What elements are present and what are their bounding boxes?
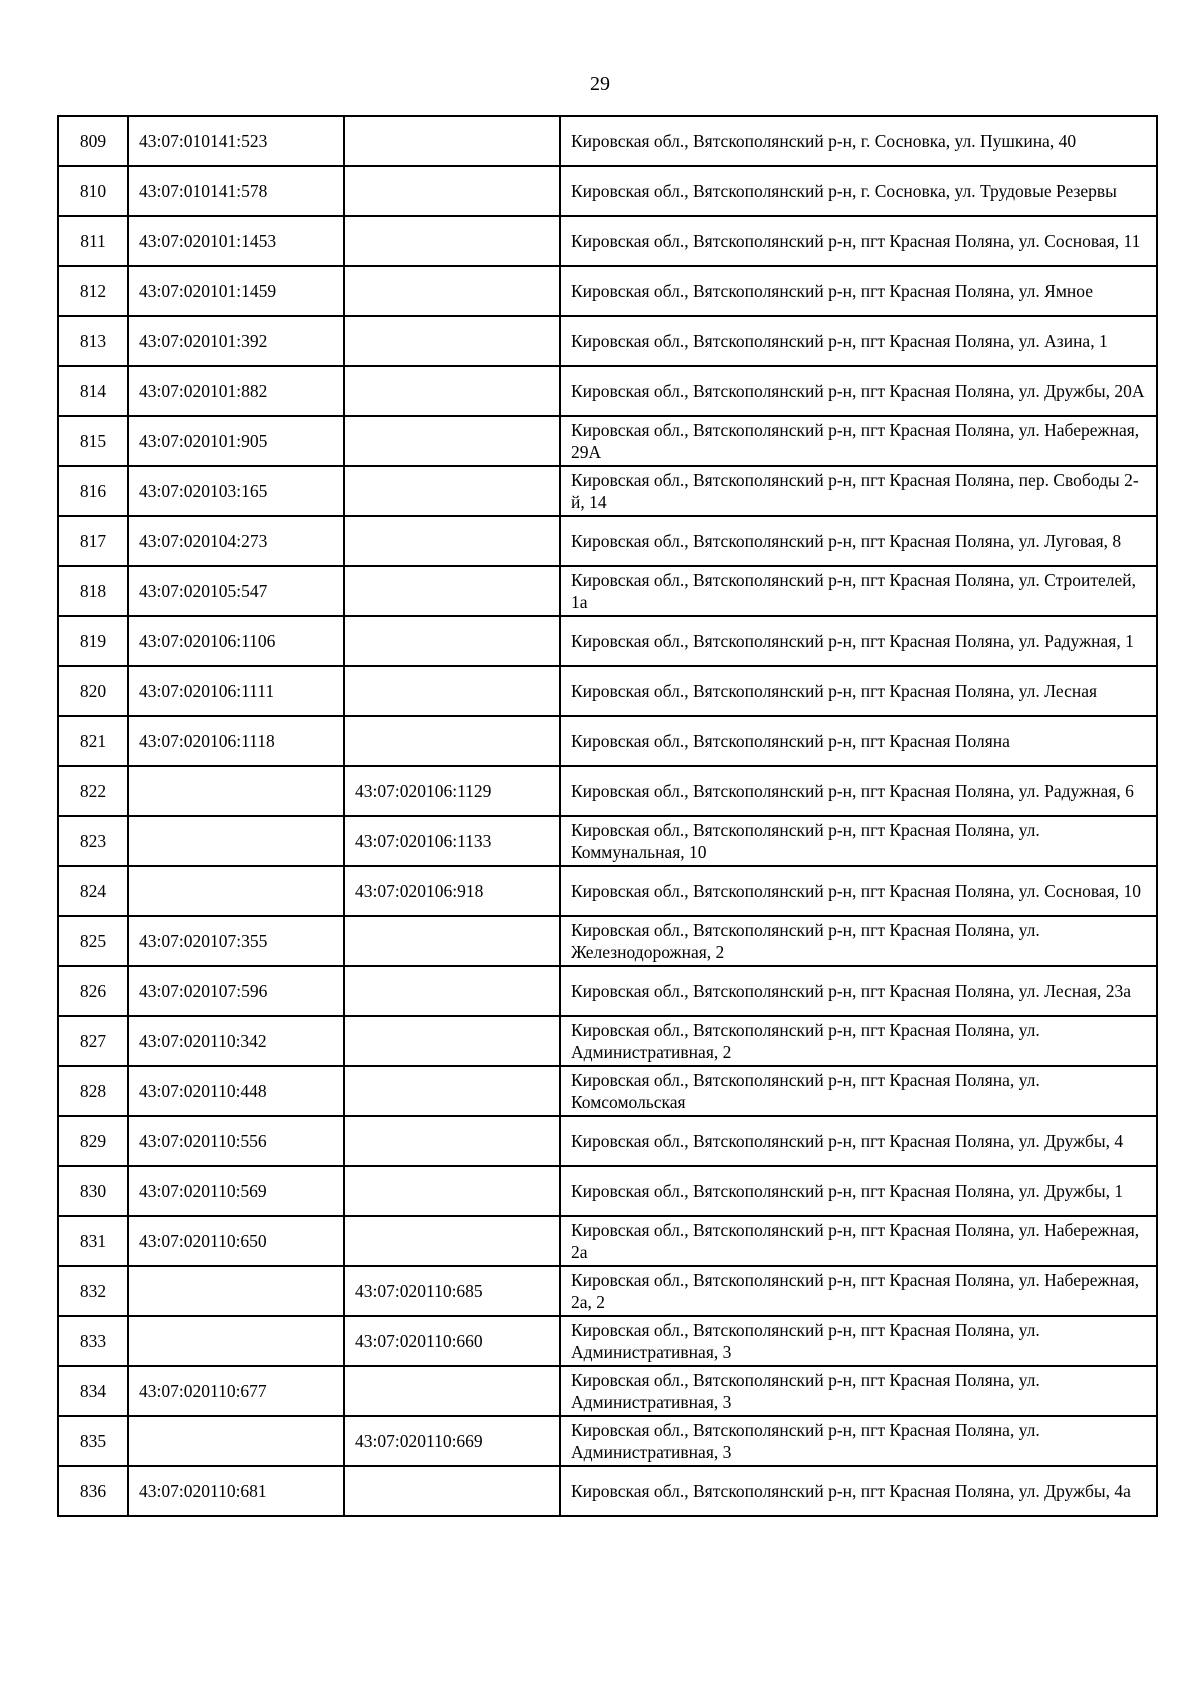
row-number: 836 [58,1466,128,1516]
cadastral-number-cell: 43:07:020107:596 [128,966,344,1016]
row-number: 822 [58,766,128,816]
table-row [58,566,1157,616]
address-cell: Кировская обл., Вятскополянский р-н, пгт Красная Поляна, ул. Сосновая, 11 [560,216,1157,266]
row-number: 813 [58,316,128,366]
address-cell: Кировская обл., Вятскополянский р-н, пгт Красная Поляна, ул. Железнодорожная, 2 [560,916,1157,966]
related-cadastral-number-cell: 43:07:020106:918 [344,866,560,916]
row-number: 820 [58,666,128,716]
cadastral-number-cell: 43:07:020110:448 [128,1066,344,1116]
cadastral-number-cell: 43:07:020101:1453 [128,216,344,266]
related-cadastral-number-cell: 43:07:020110:660 [344,1316,560,1366]
row-number: 809 [58,116,128,166]
related-cadastral-number-cell [344,716,560,766]
row-number: 832 [58,1266,128,1316]
cadastral-number-cell: 43:07:020104:273 [128,516,344,566]
row-number: 818 [58,566,128,616]
table-row [58,1116,1157,1166]
cadastral-number-cell: 43:07:020101:882 [128,366,344,416]
related-cadastral-number-cell [344,966,560,1016]
cadastral-number-cell [128,1316,344,1366]
row-number: 812 [58,266,128,316]
related-cadastral-number-cell [344,1016,560,1066]
cadastral-number-cell [128,866,344,916]
row-number: 824 [58,866,128,916]
address-cell: Кировская обл., Вятскополянский р-н, пгт Красная Поляна, ул. Административная, 3 [560,1316,1157,1366]
related-cadastral-number-cell [344,666,560,716]
cadastral-number-cell [128,1416,344,1466]
table-row [58,1416,1157,1466]
cadastral-number-cell: 43:07:020101:392 [128,316,344,366]
related-cadastral-number-cell: 43:07:020110:685 [344,1266,560,1316]
table-row [58,266,1157,316]
cadastral-number-cell: 43:07:020106:1106 [128,616,344,666]
row-number: 819 [58,616,128,666]
cadastral-number-cell: 43:07:020106:1111 [128,666,344,716]
address-cell: Кировская обл., Вятскополянский р-н, пгт Красная Поляна, ул. Набережная, 2а [560,1216,1157,1266]
related-cadastral-number-cell [344,1066,560,1116]
row-number: 835 [58,1416,128,1466]
cadastral-number-cell: 43:07:020103:165 [128,466,344,516]
related-cadastral-number-cell [344,916,560,966]
address-cell: Кировская обл., Вятскополянский р-н, г. Сосновка, ул. Пушкина, 40 [560,116,1157,166]
table-row [58,1466,1157,1516]
related-cadastral-number-cell [344,516,560,566]
address-cell: Кировская обл., Вятскополянский р-н, пгт Красная Поляна, ул. Административная, 3 [560,1366,1157,1416]
cadastral-number-cell: 43:07:020110:556 [128,1116,344,1166]
row-number: 828 [58,1066,128,1116]
address-cell: Кировская обл., Вятскополянский р-н, пгт Красная Поляна, ул. Радужная, 1 [560,616,1157,666]
address-cell: Кировская обл., Вятскополянский р-н, пгт Красная Поляна, ул. Набережная, 2а, 2 [560,1266,1157,1316]
address-cell: Кировская обл., Вятскополянский р-н, пгт Красная Поляна, ул. Лесная [560,666,1157,716]
address-cell: Кировская обл., Вятскополянский р-н, пгт Красная Поляна, ул. Административная, 3 [560,1416,1157,1466]
row-number: 830 [58,1166,128,1216]
address-cell: Кировская обл., Вятскополянский р-н, пгт Красная Поляна, ул. Дружбы, 4а [560,1466,1157,1516]
related-cadastral-number-cell [344,266,560,316]
cadastral-number-cell: 43:07:020110:342 [128,1016,344,1066]
table-row [58,1016,1157,1066]
row-number: 811 [58,216,128,266]
page-number: 29 [590,73,610,95]
related-cadastral-number-cell: 43:07:020106:1129 [344,766,560,816]
table-row [58,1216,1157,1266]
table-row [58,116,1157,166]
table-row [58,1366,1157,1416]
cadastral-number-cell: 43:07:010141:578 [128,166,344,216]
related-cadastral-number-cell [344,1166,560,1216]
table-row [58,766,1157,816]
address-cell: Кировская обл., Вятскополянский р-н, пгт Красная Поляна [560,716,1157,766]
related-cadastral-number-cell [344,616,560,666]
cadastral-number-cell: 43:07:020106:1118 [128,716,344,766]
table-row [58,866,1157,916]
table-row [58,1166,1157,1216]
table-row [58,966,1157,1016]
address-cell: Кировская обл., Вятскополянский р-н, пгт Красная Поляна, ул. Дружбы, 20А [560,366,1157,416]
cadastral-number-cell [128,766,344,816]
address-cell: Кировская обл., Вятскополянский р-н, пгт Красная Поляна, пер. Свободы 2-й, 14 [560,466,1157,516]
row-number: 825 [58,916,128,966]
address-cell: Кировская обл., Вятскополянский р-н, пгт Красная Поляна, ул. Коммунальная, 10 [560,816,1157,866]
cadastral-number-cell: 43:07:020101:1459 [128,266,344,316]
table-row [58,666,1157,716]
related-cadastral-number-cell: 43:07:020110:669 [344,1416,560,1466]
address-cell: Кировская обл., Вятскополянский р-н, пгт Красная Поляна, ул. Ямное [560,266,1157,316]
cadastral-number-cell: 43:07:020110:650 [128,1216,344,1266]
address-cell: Кировская обл., Вятскополянский р-н, пгт Красная Поляна, ул. Азина, 1 [560,316,1157,366]
address-cell: Кировская обл., Вятскополянский р-н, г. Сосновка, ул. Трудовые Резервы [560,166,1157,216]
table-row [58,516,1157,566]
cadastral-number-cell: 43:07:020105:547 [128,566,344,616]
table-row [58,616,1157,666]
address-cell: Кировская обл., Вятскополянский р-н, пгт Красная Поляна, ул. Административная, 2 [560,1016,1157,1066]
related-cadastral-number-cell [344,1466,560,1516]
table-row [58,1316,1157,1366]
related-cadastral-number-cell [344,566,560,616]
row-number: 816 [58,466,128,516]
table-row [58,366,1157,416]
row-number: 834 [58,1366,128,1416]
row-number: 831 [58,1216,128,1266]
row-number: 826 [58,966,128,1016]
address-cell: Кировская обл., Вятскополянский р-н, пгт Красная Поляна, ул. Дружбы, 4 [560,1116,1157,1166]
address-cell: Кировская обл., Вятскополянский р-н, пгт Красная Поляна, ул. Луговая, 8 [560,516,1157,566]
row-number: 823 [58,816,128,866]
row-number: 833 [58,1316,128,1366]
table-row [58,166,1157,216]
related-cadastral-number-cell [344,416,560,466]
table-row [58,216,1157,266]
cadastral-number-cell: 43:07:020110:569 [128,1166,344,1216]
address-cell: Кировская обл., Вятскополянский р-н, пгт Красная Поляна, ул. Сосновая, 10 [560,866,1157,916]
related-cadastral-number-cell [344,466,560,516]
table-row [58,1266,1157,1316]
related-cadastral-number-cell [344,316,560,366]
related-cadastral-number-cell [344,1366,560,1416]
row-number: 821 [58,716,128,766]
address-cell: Кировская обл., Вятскополянский р-н, пгт Красная Поляна, ул. Строителей, 1а [560,566,1157,616]
cadastral-number-cell: 43:07:020101:905 [128,416,344,466]
row-number: 827 [58,1016,128,1066]
related-cadastral-number-cell [344,116,560,166]
related-cadastral-number-cell: 43:07:020106:1133 [344,816,560,866]
row-number: 814 [58,366,128,416]
cadastral-number-cell [128,1266,344,1316]
related-cadastral-number-cell [344,166,560,216]
address-cell: Кировская обл., Вятскополянский р-н, пгт Красная Поляна, ул. Радужная, 6 [560,766,1157,816]
row-number: 810 [58,166,128,216]
address-cell: Кировская обл., Вятскополянский р-н, пгт Красная Поляна, ул. Набережная, 29А [560,416,1157,466]
table-body [58,116,1157,1516]
cadastral-number-cell: 43:07:020110:677 [128,1366,344,1416]
address-cell: Кировская обл., Вятскополянский р-н, пгт Красная Поляна, ул. Лесная, 23а [560,966,1157,1016]
related-cadastral-number-cell [344,1216,560,1266]
cadastral-number-cell: 43:07:020107:355 [128,916,344,966]
cadastral-number-cell: 43:07:010141:523 [128,116,344,166]
table-row [58,816,1157,866]
row-number: 815 [58,416,128,466]
table-row [58,1066,1157,1116]
cadastral-number-cell: 43:07:020110:681 [128,1466,344,1516]
address-cell: Кировская обл., Вятскополянский р-н, пгт Красная Поляна, ул. Дружбы, 1 [560,1166,1157,1216]
related-cadastral-number-cell [344,1116,560,1166]
address-cell: Кировская обл., Вятскополянский р-н, пгт Красная Поляна, ул. Комсомольская [560,1066,1157,1116]
table-row [58,416,1157,466]
table-row [58,466,1157,516]
property-table [57,115,1158,1517]
table-row [58,716,1157,766]
row-number: 829 [58,1116,128,1166]
related-cadastral-number-cell [344,216,560,266]
cadastral-number-cell [128,816,344,866]
related-cadastral-number-cell [344,366,560,416]
table-row [58,316,1157,366]
row-number: 817 [58,516,128,566]
table-row [58,916,1157,966]
